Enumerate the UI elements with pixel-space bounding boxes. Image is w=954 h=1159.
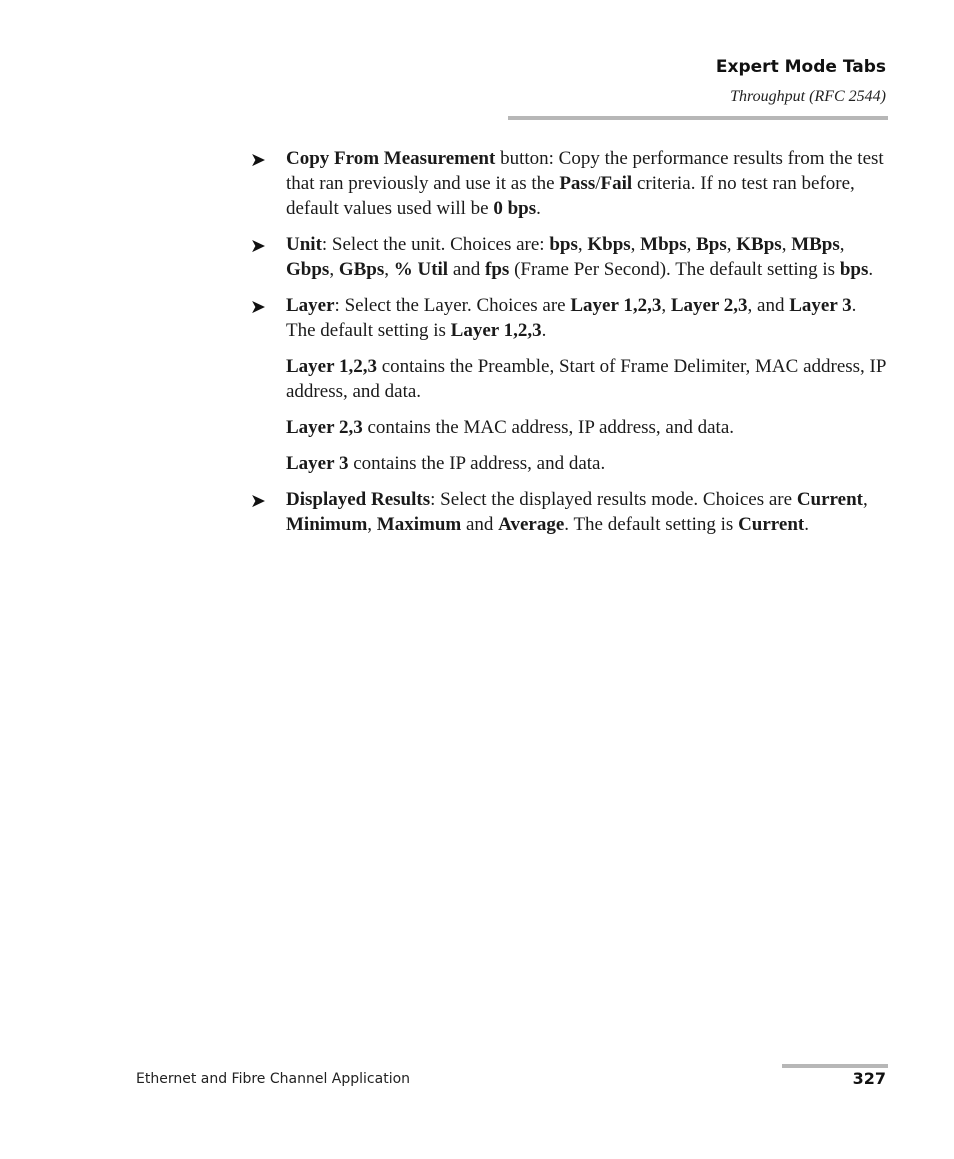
text-run: ,: [329, 259, 339, 280]
text-run: button: Copy the performance results from the test that ran previously and use it as the: [286, 148, 884, 194]
text-run: (Frame Per Second). The default setting is: [509, 259, 840, 280]
bold-text: Layer 1,2,3: [450, 320, 542, 341]
paragraph: [286, 146, 886, 221]
paragraph: [286, 487, 886, 537]
bold-text: bps: [549, 234, 578, 255]
body-content: [250, 146, 886, 548]
footer-rule: [782, 1064, 888, 1068]
text-run: /: [595, 173, 601, 194]
text-run: ,: [367, 514, 377, 535]
text-run: .: [868, 259, 874, 280]
bold-text: Pass: [559, 173, 596, 194]
text-run: .: [541, 320, 547, 341]
text-run: contains the MAC address, IP address, and data.: [362, 417, 735, 438]
bold-text: Current: [738, 514, 805, 535]
paragraph: [286, 293, 886, 343]
list-item-unit: [250, 232, 886, 282]
text-run: .: [536, 198, 541, 219]
layer-description-paragraph: [250, 354, 886, 404]
arrow-bullet-icon: ➤: [250, 296, 266, 318]
text-run: and: [448, 259, 486, 280]
text-run: contains the Preamble, Start of Frame Delimiter, MAC address, IP address, and data.: [286, 356, 886, 402]
header-rule: [508, 116, 888, 120]
header-subtitle: Throughput (RFC 2544): [730, 88, 886, 105]
text-run: ,: [630, 234, 641, 255]
text-run: . The default setting is: [564, 514, 739, 535]
bold-text: Unit: [286, 234, 322, 255]
bold-text: fps: [485, 259, 510, 280]
footer-document-title: Ethernet and Fibre Channel Application: [136, 1071, 411, 1087]
bold-text: Layer 3: [286, 453, 349, 474]
bold-text: Gbps: [286, 259, 330, 280]
paragraph: [286, 232, 886, 282]
bold-text: Fail: [600, 173, 633, 194]
layer-description-paragraph: [250, 451, 886, 476]
bold-text: Current: [796, 489, 863, 510]
header-title: Expert Mode Tabs: [715, 57, 886, 77]
bold-text: % Util: [393, 259, 449, 280]
text-run: . The default setting is: [286, 295, 857, 341]
bold-text: Maximum: [376, 514, 462, 535]
bold-text: Layer 2,3: [286, 417, 363, 438]
text-run: ,: [686, 234, 697, 255]
bold-text: Kbps: [587, 234, 631, 255]
bold-text: Layer: [286, 295, 335, 316]
list-item-layer: [250, 293, 886, 343]
text-run: ,: [781, 234, 792, 255]
bold-text: Average: [498, 514, 565, 535]
text-run: ,: [839, 234, 845, 255]
bold-text: Layer 1,2,3: [286, 356, 377, 377]
text-run: ,: [726, 234, 737, 255]
text-run: .: [804, 514, 809, 535]
list-item-copy-from-measurement: [250, 146, 886, 221]
bold-text: bps: [839, 259, 869, 280]
text-run: ,: [577, 234, 588, 255]
text-run: ,: [862, 489, 868, 510]
arrow-bullet-icon: ➤: [250, 490, 266, 512]
arrow-bullet-icon: ➤: [250, 149, 266, 171]
bold-text: Bps: [696, 234, 727, 255]
text-run: : Select the displayed results mode. Choices are: [430, 489, 797, 510]
bold-text: GBps: [338, 259, 385, 280]
bold-text: Minimum: [286, 514, 368, 535]
text-run: ,: [384, 259, 394, 280]
bold-text: Copy From Measurement: [286, 148, 496, 169]
text-run: contains the IP address, and data.: [348, 453, 606, 474]
text-run: ,: [661, 295, 671, 316]
bold-text: Displayed Results: [286, 489, 431, 510]
text-run: and: [461, 514, 499, 535]
text-run: , and: [747, 295, 790, 316]
bold-text: MBps: [791, 234, 840, 255]
bold-text: Layer 1,2,3: [570, 295, 662, 316]
layer-description-paragraph: [250, 415, 886, 440]
text-run: : Select the unit. Choices are:: [321, 234, 550, 255]
arrow-bullet-icon: ➤: [250, 235, 266, 257]
list-item-displayed-results: [250, 487, 886, 537]
text-run: : Select the Layer. Choices are: [334, 295, 571, 316]
bold-text: KBps: [736, 234, 782, 255]
bold-text: 0 bps: [493, 198, 537, 219]
bold-text: Layer 3: [789, 295, 852, 316]
page-number: 327: [852, 1069, 886, 1088]
text-run: criteria. If no test ran before, default values used will be: [286, 173, 855, 219]
bold-text: Layer 2,3: [670, 295, 748, 316]
bold-text: Mbps: [640, 234, 687, 255]
